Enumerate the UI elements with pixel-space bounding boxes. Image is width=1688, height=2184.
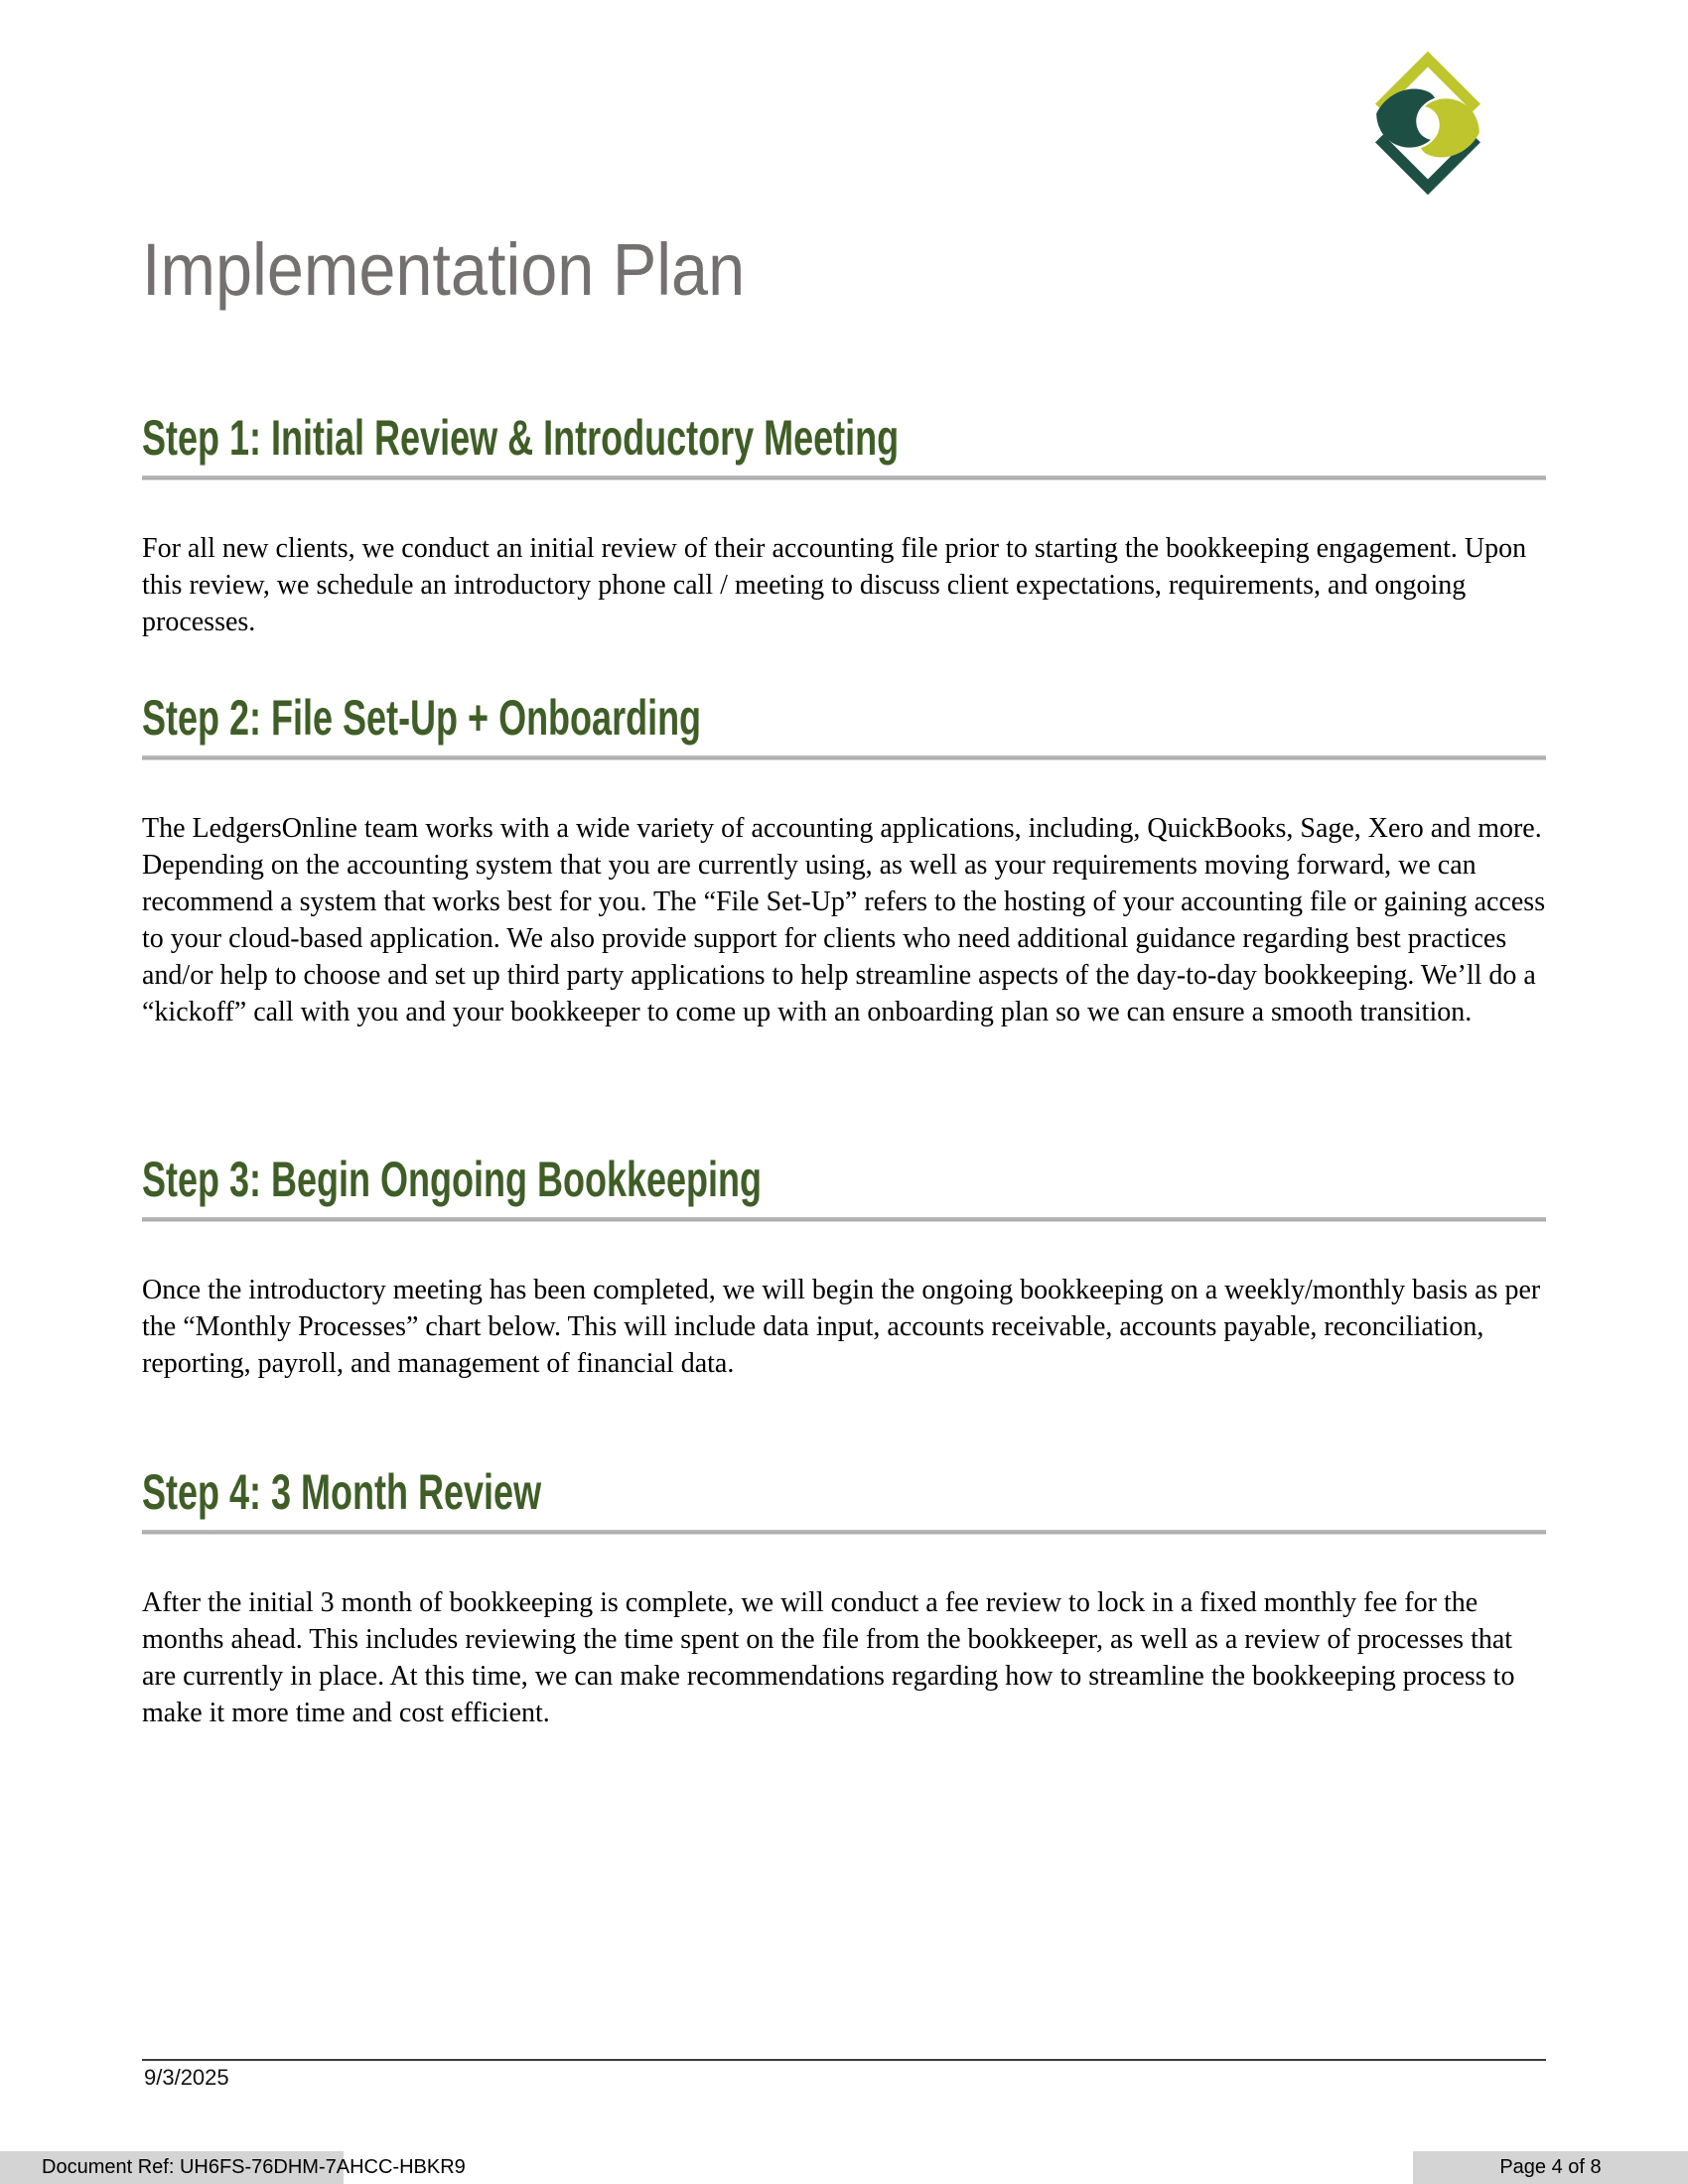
- footer-date: 9/3/2025: [144, 2065, 229, 2090]
- page-number-badge: Page 4 of 8: [1413, 2151, 1688, 2184]
- heading-rule: [142, 476, 1546, 480]
- heading-rule: [142, 1217, 1546, 1222]
- step-4-heading: Step 4: 3 Month Review: [142, 1464, 542, 1520]
- step-4-paragraph: After the initial 3 month of bookkeeping is complete, we will conduct a fee review to lock in a fixed monthly fee for the months ahead. This includes reviewing the time spent on the file from the bookkeeper, as well as a review of processes that are currently in place. At this time, we can make recommendations regarding how to streamline the bookkeeping process to make it more time and cost efficient.: [142, 1587, 1515, 1728]
- section-step-1: [142, 412, 1546, 640]
- section-step-3: [142, 1154, 1546, 1382]
- step-1-heading: Step 1: Initial Review & Introductory Meeting: [142, 410, 900, 466]
- section-step-2: [142, 692, 1546, 1030]
- heading-rule: [142, 1530, 1546, 1535]
- step-2-paragraph: The LedgersOnline team works with a wide variety of accounting applications, including, QuickBooks, Sage, Xero and more. Depending on the accounting system that you are currently using, as well as your requirements moving forward, we can recommend a system that works best for you. The “File Set-Up” refers to the hosting of your accounting file or gaining access to your cloud-based application. We also provide support for clients who need additional guidance regarding best practices and/or help to choose and set up third party applications to help streamline aspects of the day-to-day bookkeeping. We’ll do a “kickoff” call with you and your bookkeeper to come up with an onboarding plan so we can ensure a smooth transition.: [142, 813, 1546, 1027]
- heading-rule: [142, 755, 1546, 760]
- footer-divider: [142, 2059, 1546, 2061]
- section-step-4: [142, 1466, 1546, 1731]
- step-3-paragraph: Once the introductory meeting has been completed, we will begin the ongoing bookkeeping on a weekly/monthly basis as per the “Monthly Processes” chart below. This will include data input, accounts receivable, accounts payable, reconciliation, reporting, payroll, and management of financial data.: [142, 1275, 1541, 1379]
- step-2-heading: Step 2: File Set-Up + Onboarding: [142, 690, 702, 746]
- step-1-paragraph: For all new clients, we conduct an initial review of their accounting file prior to starting the bookkeeping engagement. Upon this review, we schedule an introductory phone call / meeting to discuss client expectations, requirements, and ongoing processes.: [142, 533, 1527, 637]
- document-ref-badge: Document Ref: UH6FS-76DHM-7AHCC-HBKR9: [0, 2151, 344, 2184]
- page-title: Implementation Plan: [142, 228, 746, 311]
- ledgersonline-logo-icon: [1358, 52, 1497, 195]
- step-3-heading: Step 3: Begin Ongoing Bookkeeping: [142, 1152, 763, 1207]
